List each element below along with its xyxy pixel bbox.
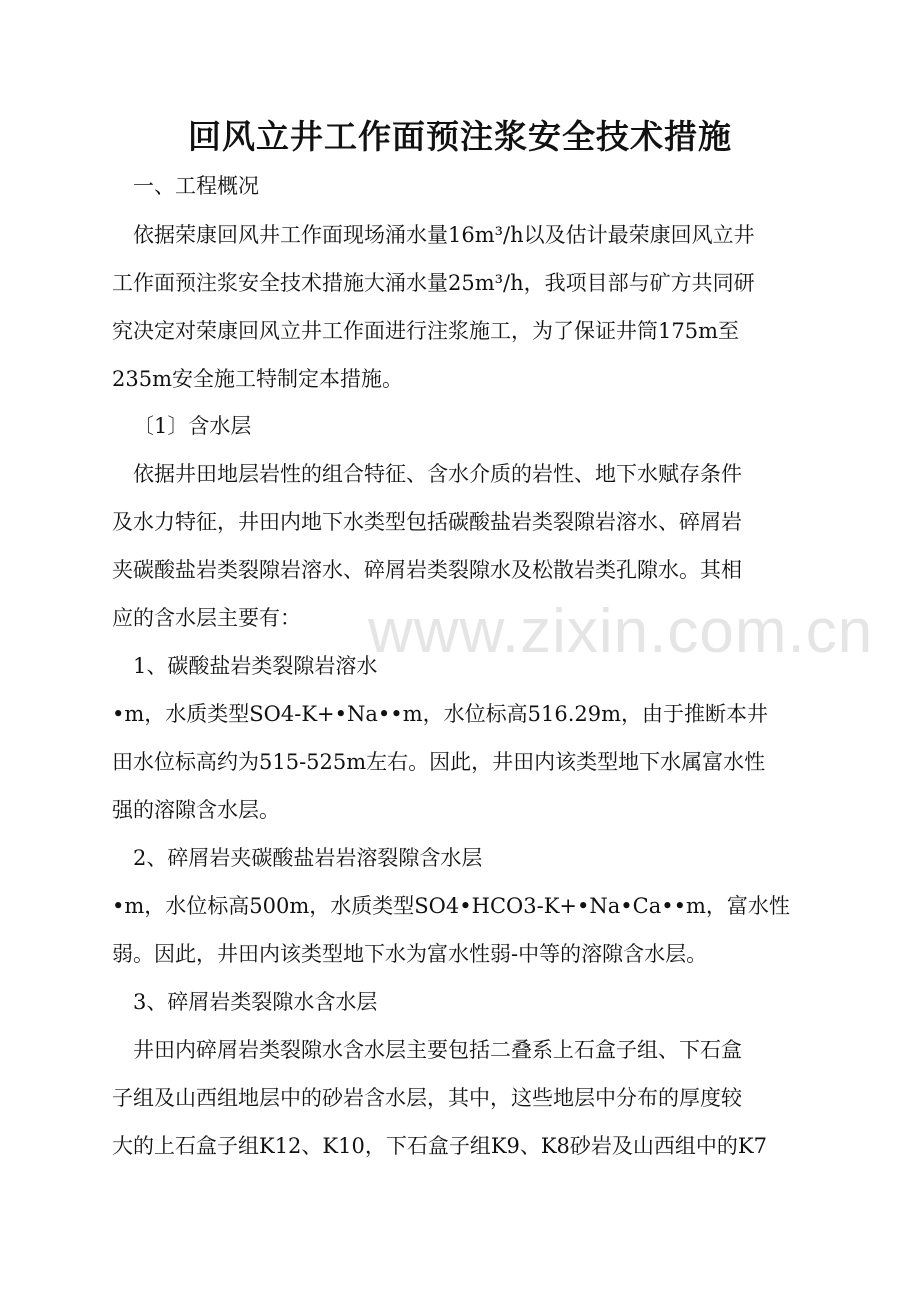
section-heading: 一、工程概况 bbox=[133, 174, 259, 198]
text-line: 子组及山西组地层中的砂岩含水层，其中，这些地层中分布的厚度较 bbox=[112, 1086, 742, 1110]
subsection-heading: 〔1〕含水层 bbox=[133, 414, 252, 438]
item-heading: 3、碎屑岩类裂隙水含水层 bbox=[133, 990, 378, 1014]
item-heading: 1、碳酸盐岩类裂隙岩溶水 bbox=[133, 654, 378, 678]
document-title: 回风立井工作面预注浆安全技术措施 bbox=[188, 117, 732, 156]
text-line: 依据井田地层岩性的组合特征、含水介质的岩性、地下水赋存条件 bbox=[133, 462, 742, 486]
item-heading: 2、碎屑岩夹碳酸盐岩岩溶裂隙含水层 bbox=[133, 846, 483, 870]
text-line: 及水力特征，井田内地下水类型包括碳酸盐岩类裂隙岩溶水、碎屑岩 bbox=[112, 510, 742, 534]
watermark: www.zixin.com.cn bbox=[368, 597, 874, 666]
text-line: 强的溶隙含水层。 bbox=[112, 798, 280, 822]
text-line: •m，水质类型SO4-K+•Na••m，水位标高516.29m，由于推断本井 bbox=[112, 702, 769, 726]
text-line: 235m安全施工特制定本措施。 bbox=[112, 367, 403, 391]
text-line: 夹碳酸盐岩类裂隙岩溶水、碎屑岩类裂隙水及松散岩类孔隙水。其相 bbox=[112, 558, 742, 582]
text-line: 田水位标高约为515-525m左右。因此，井田内该类型地下水属富水性 bbox=[112, 750, 766, 774]
text-line: 依据荣康回风井工作面现场涌水量16m³/h以及估计最荣康回风立井 bbox=[133, 223, 755, 247]
text-line: 井田内碎屑岩类裂隙水含水层主要包括二叠系上石盒子组、下石盒 bbox=[133, 1038, 742, 1062]
text-line: 大的上石盒子组K12、K10，下石盒子组K9、K8砂岩及山西组中的K7 bbox=[112, 1134, 767, 1158]
text-line: 应的含水层主要有： bbox=[112, 606, 301, 630]
text-line: 究决定对荣康回风立井工作面进行注浆施工，为了保证井筒175m至 bbox=[112, 319, 739, 343]
text-line: •m，水位标高500m，水质类型SO4•HCO3-K+•Na•Ca••m，富水性 bbox=[112, 894, 790, 918]
text-line: 工作面预注浆安全技术措施大涌水量25m³/h，我项目部与矿方共同研 bbox=[112, 271, 755, 295]
text-line: 弱。因此，井田内该类型地下水为富水性弱-中等的溶隙含水层。 bbox=[112, 942, 708, 966]
